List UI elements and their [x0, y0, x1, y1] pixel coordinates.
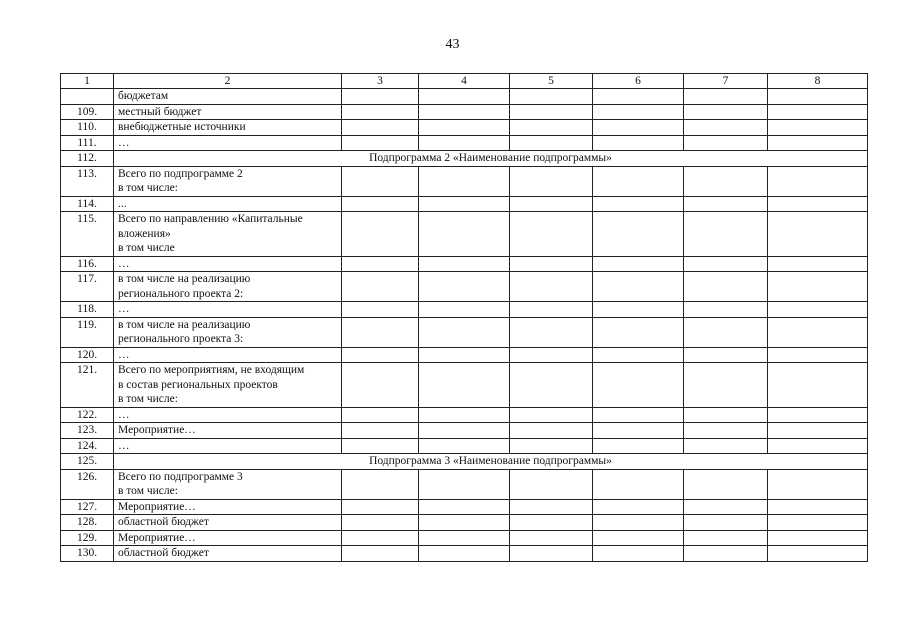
table-row [61, 256, 868, 272]
cell-col-5 [510, 546, 593, 562]
row-label: Всего по подпрограмме 3 в том числе: [114, 469, 342, 499]
cell-col-4 [419, 363, 510, 408]
table-row [61, 302, 868, 318]
row-number: 115. [61, 212, 114, 257]
cell-col-6 [593, 363, 684, 408]
row-number: 125. [61, 454, 114, 470]
row-label: Мероприятие… [114, 530, 342, 546]
row-label: внебюджетные источники [114, 120, 342, 136]
cell-col-6 [593, 407, 684, 423]
cell-col-4 [419, 135, 510, 151]
cell-col-6 [593, 469, 684, 499]
cell-col-7 [684, 302, 768, 318]
cell-col-4 [419, 407, 510, 423]
row-label: Всего по мероприятиям, не входящим в состав региональных проектов в том числе: [114, 363, 342, 408]
cell-col-4 [419, 166, 510, 196]
cell-col-7 [684, 272, 768, 302]
cell-col-8 [768, 438, 868, 454]
cell-col-4 [419, 499, 510, 515]
table-header-row [61, 74, 868, 89]
cell-col-8 [768, 499, 868, 515]
row-number: 112. [61, 151, 114, 167]
cell-col-5 [510, 135, 593, 151]
table-row [61, 515, 868, 531]
cell-col-8 [768, 104, 868, 120]
cell-col-7 [684, 317, 768, 347]
cell-col-5 [510, 272, 593, 302]
cell-col-8 [768, 212, 868, 257]
column-header-2: 2 [114, 74, 342, 89]
table-row [61, 120, 868, 136]
cell-col-7 [684, 546, 768, 562]
cell-col-5 [510, 120, 593, 136]
cell-col-3 [342, 272, 419, 302]
cell-col-7 [684, 104, 768, 120]
row-label: Всего по направлению «Капитальные вложения» в том числе [114, 212, 342, 257]
row-number: 128. [61, 515, 114, 531]
table-row [61, 104, 868, 120]
cell-col-3 [342, 438, 419, 454]
row-number: 126. [61, 469, 114, 499]
row-label: … [114, 407, 342, 423]
cell-col-6 [593, 272, 684, 302]
cell-col-3 [342, 423, 419, 439]
cell-col-7 [684, 407, 768, 423]
cell-col-4 [419, 347, 510, 363]
cell-col-6 [593, 423, 684, 439]
cell-col-5 [510, 166, 593, 196]
cell-col-6 [593, 546, 684, 562]
table-body [61, 74, 868, 562]
cell-col-3 [342, 515, 419, 531]
cell-col-7 [684, 135, 768, 151]
cell-col-6 [593, 166, 684, 196]
cell-col-4 [419, 317, 510, 347]
table-row [61, 196, 868, 212]
cell-col-3 [342, 302, 419, 318]
table-row [61, 166, 868, 196]
cell-col-3 [342, 499, 419, 515]
table-row [61, 546, 868, 562]
cell-col-3 [342, 196, 419, 212]
cell-col-7 [684, 423, 768, 439]
cell-col-3 [342, 166, 419, 196]
column-header-3: 3 [342, 74, 419, 89]
cell-col-7 [684, 469, 768, 499]
cell-col-8 [768, 515, 868, 531]
cell-col-4 [419, 423, 510, 439]
cell-col-4 [419, 530, 510, 546]
cell-col-5 [510, 317, 593, 347]
row-label: областной бюджет [114, 515, 342, 531]
row-label: … [114, 302, 342, 318]
table-row [61, 530, 868, 546]
table-row [61, 407, 868, 423]
cell-col-5 [510, 438, 593, 454]
cell-col-6 [593, 302, 684, 318]
subprogram-heading: Подпрограмма 3 «Наименование подпрограммы» [114, 454, 868, 470]
cell-col-5 [510, 347, 593, 363]
cell-col-3 [342, 469, 419, 499]
cell-col-8 [768, 256, 868, 272]
row-number: 110. [61, 120, 114, 136]
cell-col-8 [768, 166, 868, 196]
cell-col-5 [510, 363, 593, 408]
cell-col-7 [684, 120, 768, 136]
cell-col-8 [768, 423, 868, 439]
row-label: в том числе на реализацию регионального проекта 2: [114, 272, 342, 302]
cell-col-3 [342, 363, 419, 408]
column-header-7: 7 [684, 74, 768, 89]
cell-col-5 [510, 89, 593, 105]
row-number [61, 89, 114, 105]
cell-col-7 [684, 347, 768, 363]
cell-col-6 [593, 530, 684, 546]
table-row [61, 135, 868, 151]
cell-col-4 [419, 256, 510, 272]
cell-col-8 [768, 546, 868, 562]
cell-col-5 [510, 530, 593, 546]
column-header-4: 4 [419, 74, 510, 89]
cell-col-4 [419, 515, 510, 531]
cell-col-6 [593, 104, 684, 120]
cell-col-8 [768, 317, 868, 347]
row-number: 130. [61, 546, 114, 562]
cell-col-3 [342, 89, 419, 105]
row-label: ... [114, 196, 342, 212]
row-number: 124. [61, 438, 114, 454]
cell-col-5 [510, 302, 593, 318]
cell-col-3 [342, 317, 419, 347]
row-label: Мероприятие… [114, 423, 342, 439]
cell-col-7 [684, 212, 768, 257]
table-row [61, 438, 868, 454]
column-header-8: 8 [768, 74, 868, 89]
cell-col-5 [510, 212, 593, 257]
cell-col-7 [684, 515, 768, 531]
page-number: 43 [445, 37, 460, 52]
cell-col-6 [593, 256, 684, 272]
row-number: 114. [61, 196, 114, 212]
cell-col-8 [768, 120, 868, 136]
column-header-1: 1 [61, 74, 114, 89]
cell-col-3 [342, 347, 419, 363]
table-row [61, 212, 868, 257]
table-row [61, 272, 868, 302]
row-label: … [114, 135, 342, 151]
cell-col-7 [684, 363, 768, 408]
cell-col-7 [684, 166, 768, 196]
cell-col-6 [593, 212, 684, 257]
cell-col-7 [684, 438, 768, 454]
cell-col-5 [510, 256, 593, 272]
cell-col-3 [342, 104, 419, 120]
row-label: … [114, 256, 342, 272]
cell-col-6 [593, 499, 684, 515]
row-number: 109. [61, 104, 114, 120]
cell-col-8 [768, 196, 868, 212]
cell-col-7 [684, 196, 768, 212]
cell-col-8 [768, 135, 868, 151]
cell-col-5 [510, 515, 593, 531]
cell-col-8 [768, 89, 868, 105]
cell-col-8 [768, 272, 868, 302]
row-number: 127. [61, 499, 114, 515]
cell-col-4 [419, 438, 510, 454]
cell-col-6 [593, 438, 684, 454]
table-row [61, 499, 868, 515]
column-header-6: 6 [593, 74, 684, 89]
cell-col-4 [419, 104, 510, 120]
cell-col-4 [419, 196, 510, 212]
cell-col-3 [342, 120, 419, 136]
cell-col-5 [510, 469, 593, 499]
cell-col-6 [593, 120, 684, 136]
cell-col-4 [419, 120, 510, 136]
budget-table [60, 73, 868, 562]
row-label: бюджетам [114, 89, 342, 105]
cell-col-6 [593, 515, 684, 531]
cell-col-4 [419, 89, 510, 105]
table-row [61, 89, 868, 105]
cell-col-8 [768, 469, 868, 499]
cell-col-6 [593, 347, 684, 363]
column-header-5: 5 [510, 74, 593, 89]
cell-col-7 [684, 89, 768, 105]
cell-col-3 [342, 212, 419, 257]
row-number: 111. [61, 135, 114, 151]
row-label: областной бюджет [114, 546, 342, 562]
row-number: 121. [61, 363, 114, 408]
cell-col-5 [510, 196, 593, 212]
cell-col-3 [342, 135, 419, 151]
row-number: 129. [61, 530, 114, 546]
row-number: 119. [61, 317, 114, 347]
row-number: 123. [61, 423, 114, 439]
row-label: … [114, 347, 342, 363]
row-label: … [114, 438, 342, 454]
cell-col-6 [593, 196, 684, 212]
cell-col-8 [768, 363, 868, 408]
cell-col-3 [342, 256, 419, 272]
cell-col-4 [419, 469, 510, 499]
cell-col-5 [510, 499, 593, 515]
cell-col-6 [593, 135, 684, 151]
subprogram-heading: Подпрограмма 2 «Наименование подпрограммы» [114, 151, 868, 167]
cell-col-6 [593, 89, 684, 105]
row-label: в том числе на реализацию регионального проекта 3: [114, 317, 342, 347]
row-number: 116. [61, 256, 114, 272]
cell-col-7 [684, 256, 768, 272]
table-row [61, 151, 868, 167]
cell-col-6 [593, 317, 684, 347]
row-label: местный бюджет [114, 104, 342, 120]
cell-col-3 [342, 546, 419, 562]
cell-col-4 [419, 272, 510, 302]
cell-col-7 [684, 530, 768, 546]
cell-col-7 [684, 499, 768, 515]
cell-col-5 [510, 104, 593, 120]
row-number: 120. [61, 347, 114, 363]
table-row [61, 454, 868, 470]
table-row [61, 363, 868, 408]
cell-col-4 [419, 212, 510, 257]
cell-col-8 [768, 302, 868, 318]
row-number: 118. [61, 302, 114, 318]
row-label: Всего по подпрограмме 2 в том числе: [114, 166, 342, 196]
table-row [61, 317, 868, 347]
cell-col-3 [342, 530, 419, 546]
row-label: Мероприятие… [114, 499, 342, 515]
table-row [61, 469, 868, 499]
row-number: 113. [61, 166, 114, 196]
cell-col-8 [768, 530, 868, 546]
cell-col-8 [768, 407, 868, 423]
row-number: 117. [61, 272, 114, 302]
cell-col-8 [768, 347, 868, 363]
cell-col-5 [510, 423, 593, 439]
table-row [61, 347, 868, 363]
cell-col-4 [419, 302, 510, 318]
row-number: 122. [61, 407, 114, 423]
cell-col-3 [342, 407, 419, 423]
cell-col-4 [419, 546, 510, 562]
table-row [61, 423, 868, 439]
cell-col-5 [510, 407, 593, 423]
